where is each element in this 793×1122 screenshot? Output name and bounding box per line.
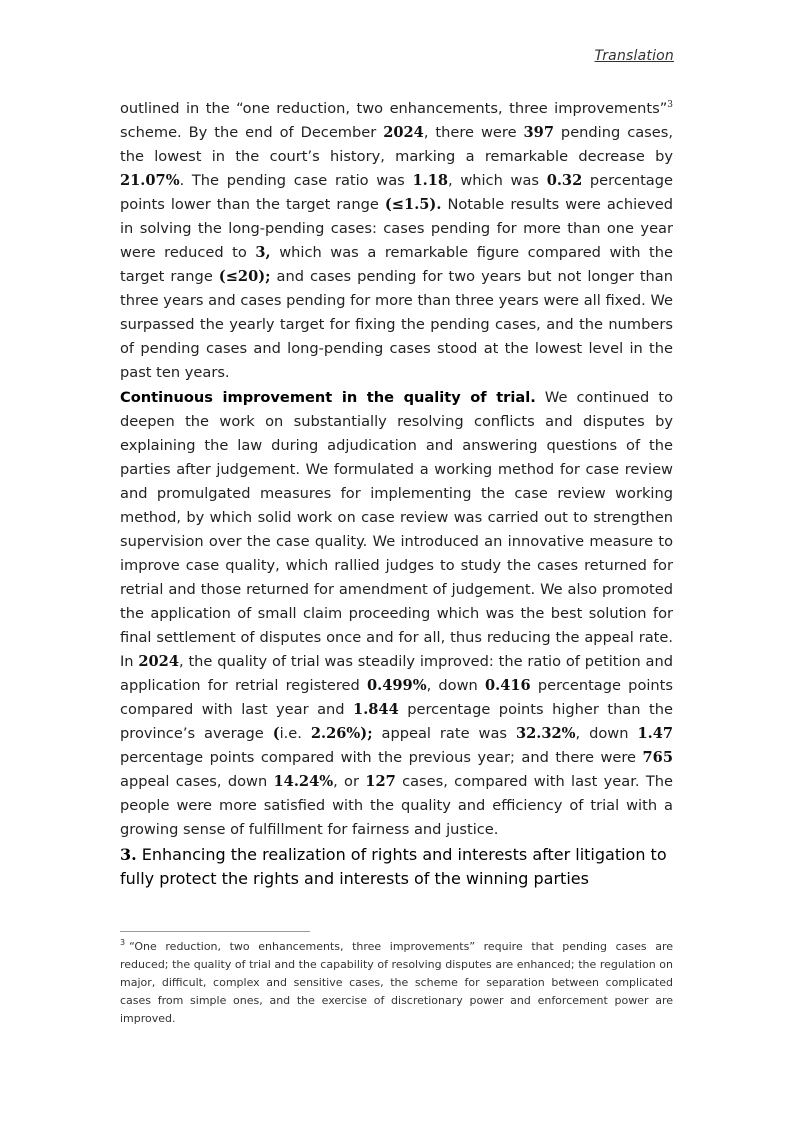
- footnote-reference[interactable]: 3: [667, 100, 673, 111]
- text-run: which was a remarkable figure compared with the target range: [120, 244, 674, 285]
- text-run: scheme. By the end of December: [120, 124, 384, 141]
- number-target-range-2: (≤20);: [218, 268, 271, 285]
- number-appeal-rate: 32.32%: [515, 725, 576, 742]
- text-run: appeal rate was: [372, 725, 516, 742]
- number-decrease: 21.07%: [120, 172, 180, 189]
- text-run: outlined in the “one reduction, two enhancements, three improvements”: [120, 100, 668, 117]
- number-pending-ratio: 1.18: [412, 172, 448, 189]
- number-year: 2024: [138, 653, 179, 670]
- text-run: , or: [333, 773, 366, 790]
- paragraph-pending-cases: [120, 97, 673, 385]
- number-points-higher: 1.844: [353, 701, 399, 718]
- number-points-down: 0.416: [485, 677, 531, 694]
- text-run: , down: [426, 677, 485, 694]
- paragraph-lead-heading: Continuous improvement in the quality of trial.: [120, 389, 536, 406]
- footnote-text: “One reduction, two enhancements, three improvements” require that pending cases are reduced; the quality of trial and the capability of resolving disputes are enhanced; the regulation on major, difficult, complex and sensitive cases, the scheme for separation between complicated cases from simple ones, and the exercise of discretionary power and enforcement power are improved.: [120, 940, 673, 1025]
- text-run: percentage points lower than the target range: [120, 172, 673, 213]
- number-points-lower: 0.32: [546, 172, 583, 189]
- header-translation-label: Translation: [594, 48, 674, 64]
- text-run: . The pending case ratio was: [179, 172, 413, 189]
- number-year: 2024: [383, 124, 424, 141]
- number-paren-open: (: [272, 725, 280, 742]
- text-run: , down: [575, 725, 638, 742]
- number-appeal-cases-down: 127: [365, 773, 396, 790]
- number-province-average: 2.26%);: [310, 725, 373, 742]
- footnote-divider: [120, 931, 310, 932]
- text-run: , the quality of trial was steadily improved: the ratio of petition and application for retrial registered: [120, 653, 673, 694]
- text-run: percentage points compared with last year and: [120, 677, 673, 718]
- footnote: [120, 938, 673, 1028]
- number-appeal-down: 1.47: [637, 725, 673, 742]
- text-run: We continued to deepen the work on substantially resolving conflicts and disputes by explaining the law during adjudication and answering questions of the parties after judgement. We formulated a working method for case review and promulgated measures for implementing the case review working method, by which solid work on case review was carried out to strengthen supervision over the case quality. We introduced an innovative measure to improve case quality, which rallied judges to study the cases returned for retrial and those returned for amendment of judgement. We also promoted the application of small claim proceeding which was the best solution for final settlement of disputes once and for all, thus reducing the appeal rate. In: [120, 389, 674, 670]
- section-heading: [120, 843, 680, 891]
- text-run: i.e.: [279, 725, 311, 742]
- footnote-mark: 3: [120, 938, 126, 948]
- number-target-range: (≤1.5).: [384, 196, 442, 213]
- text-run: Notable results were achieved in solving the long-pending cases: cases pending for more than one year were reduced to: [120, 196, 673, 261]
- text-run: percentage points compared with the previous year; and there were: [120, 749, 643, 766]
- text-run: pending cases, the lowest in the court’s history, marking a remarkable decrease by: [120, 124, 673, 165]
- text-run: , which was: [448, 172, 547, 189]
- text-run: percentage points higher than the province’s average: [120, 701, 673, 742]
- number-appeal-cases: 765: [642, 749, 673, 766]
- text-run: , there were: [423, 124, 524, 141]
- number-petition-ratio: 0.499%: [367, 677, 427, 694]
- number-appeal-cases-pct: 14.24%: [273, 773, 334, 790]
- text-run: and cases pending for two years but not longer than three years and cases pending for more than three years were all fixed. We surpassed the yearly target for fixing the pending cases, and the numbers of pending cases and long-pending cases stood at the lowest level in the past ten years.: [120, 268, 673, 381]
- text-run: appeal cases, down: [120, 773, 274, 790]
- text-run: cases, compared with last year. The people were more satisfied with the quality and efficiency of trial with a growing sense of fulfillment for fairness and justice.: [120, 773, 673, 838]
- number-pending-cases: 397: [523, 124, 554, 141]
- number-long-pending: 3,: [255, 244, 271, 261]
- section-number: 3.: [120, 845, 137, 864]
- paragraph-quality-of-trial: [120, 386, 673, 842]
- section-title: Enhancing the realization of rights and interests after litigation to fully protect the rights and interests of the winning parties: [120, 845, 667, 888]
